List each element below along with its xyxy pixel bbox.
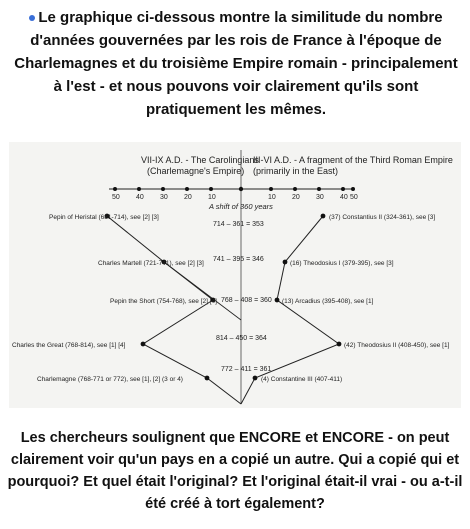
scale-dot <box>351 187 355 191</box>
left-guide-line <box>164 262 241 320</box>
scale-tick-left: 10 <box>208 194 216 201</box>
right-ruler-label: (4) Constantine III (407-411) <box>261 376 343 383</box>
right-node-dot <box>283 260 288 265</box>
scale-tick-left: 30 <box>160 194 168 201</box>
scale-dot <box>137 187 141 191</box>
year-difference-label: 768 – 408 = 360 <box>221 297 272 304</box>
year-difference-label: 714 – 361 = 353 <box>213 221 264 228</box>
scale-dot <box>239 187 243 191</box>
right-node-dot <box>337 342 342 347</box>
left-ruler-label: Charles Martell (721-741), see [2] [3] <box>98 260 204 267</box>
right-header-line-1: III-VI A.D. - A fragment of the Third Roman Empire <box>253 155 453 165</box>
year-difference-label: 814 – 450 = 364 <box>216 335 267 342</box>
outro-paragraph: Les chercheurs soulignent que ENCORE et ENCORE - on peut clairement voir qu'un pays en a copié un autre. Qui a copié qui et pourquoi? Et quel était l'original? Et l'original était-il vrai - ou a-t-il été créé à tort également? <box>7 430 463 512</box>
shift-label: A shift of 360 years <box>209 202 273 211</box>
scale-dot <box>185 187 189 191</box>
year-difference-label: 741 – 395 = 346 <box>213 256 264 263</box>
bullet-icon <box>29 15 35 21</box>
intro-text: Le graphique ci-dessous montre la similitude du nombre d'années gouvernées par les rois de France à l'époque de Charlemagnes et du troisième Empire romain - principalement à l'est - et nous pouvons voir clairement qu'ils sont pratiquement les mêmes. <box>14 9 458 118</box>
intro-paragraph <box>12 6 460 121</box>
left-header-line-1: VII-IX A.D. - The Carolingians <box>141 155 259 165</box>
scale-dot <box>269 187 273 191</box>
right-node-dot <box>321 214 326 219</box>
scale-dot <box>209 187 213 191</box>
scale-tick-right: 40 <box>340 194 348 201</box>
left-ruler-label: Pepin of Heristal (681-714), see [2] [3] <box>49 214 159 221</box>
year-difference-label: 772 – 411 = 361 <box>221 366 272 373</box>
left-node-dot <box>205 376 210 381</box>
scale-dot <box>161 187 165 191</box>
right-ruler-label: (42) Theodosius II (408-450), see [1] <box>344 342 450 349</box>
comparison-figure <box>9 142 461 408</box>
left-header-line-2: (Charlemagne's Empire) <box>147 166 245 176</box>
scale-dot <box>341 187 345 191</box>
scale-dot <box>317 187 321 191</box>
right-ruler-label: (16) Theodosius I (379-395), see [3] <box>290 260 394 267</box>
scale-tick-left: 20 <box>184 194 192 201</box>
scale-tick-right: 20 <box>292 194 300 201</box>
left-ruler-label: Charlemagne (768-771 or 772), see [1], [2] (3 or 4) <box>37 376 183 383</box>
right-node-dot <box>253 376 258 381</box>
left-ruler-label: Charles the Great (768-814), see [1] [4] <box>12 342 126 349</box>
left-node-dot <box>141 342 146 347</box>
right-ruler-label: (37) Constantius II (324-361), see [3] <box>329 214 436 221</box>
scale-dot <box>113 187 117 191</box>
right-ruler-label: (13) Arcadius (395-408), see [1] <box>282 298 374 305</box>
scale-tick-right: 30 <box>316 194 324 201</box>
ruler-comparison-diagram <box>9 142 461 408</box>
scale-tick-right: 10 <box>268 194 276 201</box>
right-node-dot <box>275 298 280 303</box>
scale-dot <box>293 187 297 191</box>
right-header-line-2: (primarily in the East) <box>253 166 339 176</box>
scale-tick-left: 40 <box>136 194 144 201</box>
left-ruler-label: Pepin the Short (754-768), see [2] [4] <box>110 298 217 305</box>
scale-tick-right: 50 <box>350 194 358 201</box>
scale-tick-left: 50 <box>112 194 120 201</box>
